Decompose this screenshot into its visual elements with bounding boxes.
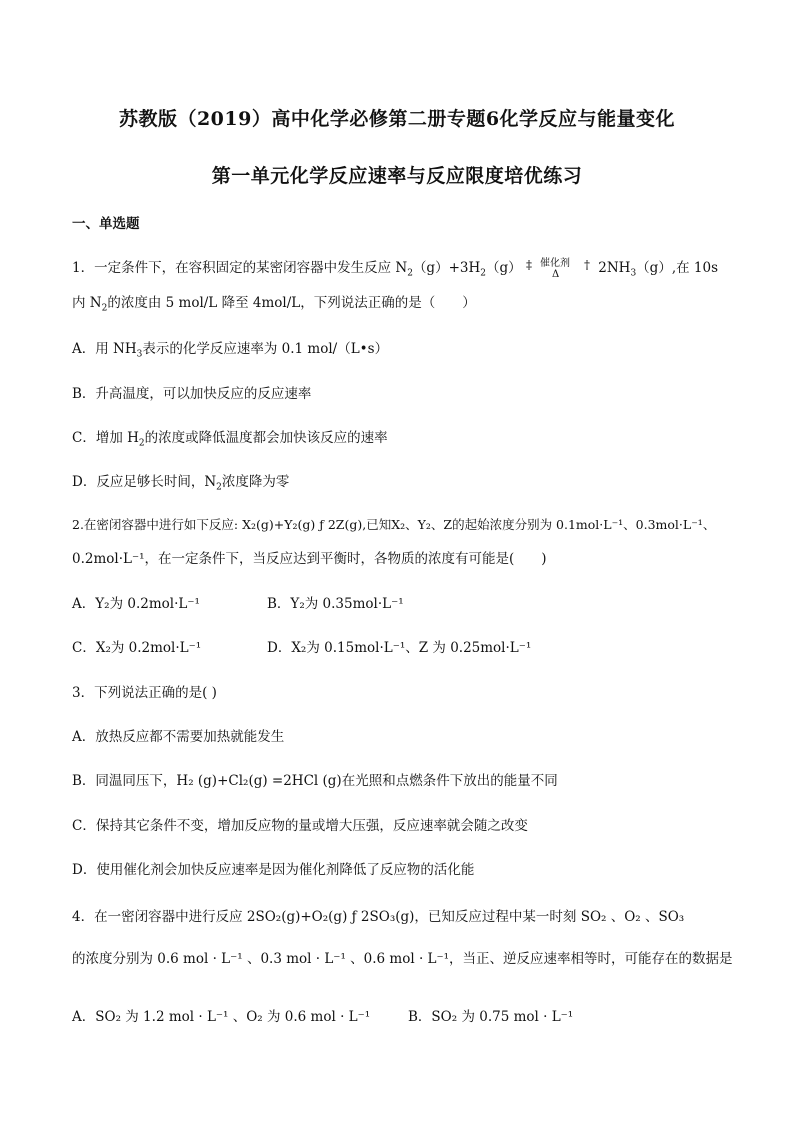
q3-option-b: B．同温同压下，H₂ (g)+Cl₂(g) =2HCl (g)在光照和点燃条件下放出的能量不同: [72, 773, 558, 789]
q3-stem: 3．下列说法正确的是( ): [72, 685, 217, 701]
q4-option-a: A．SO₂ 为 1.2 mol · L⁻¹ 、O₂ 为 0.6 mol · L⁻¹: [72, 1009, 371, 1025]
q3-option-a: A．放热反应都不需要加热就能发生: [72, 729, 285, 745]
q1-option-b: B．升高温度，可以加快反应的反应速率: [72, 386, 312, 402]
q1-stem: 1．一定条件下，在容积固定的某密闭容器中发生反应 $N_2(g)+3H_2(g)$ ‡ 催化剂 Δ † $2NH_3(g)$,在 10s: [72, 257, 719, 280]
q4-option-b: B．SO₂ 为 0.75 mol · L⁻¹: [408, 1009, 574, 1025]
section-heading: 一、单选题: [72, 216, 140, 232]
q2-option-d: D．X₂为 0.15mol·L⁻¹、Z 为 0.25mol·L⁻¹: [267, 640, 532, 656]
q4-stem: 4．在一密闭容器中进行反应 2SO₂(g)+O₂(g) ƒ 2SO₃(g)，已知反应过程中某一时刻 SO₂ 、O₂ 、SO₃: [72, 909, 685, 925]
q2-option-b: B．Y₂为 0.35mol·L⁻¹: [267, 596, 404, 612]
q3-option-c: C．保持其它条件不变，增加反应物的量或增大压强，反应速率就会随之改变: [72, 818, 528, 834]
q3-option-d: D．使用催化剂会加快反应速率是因为催化剂降低了反应物的活化能: [72, 862, 475, 878]
document-subtitle: 第一单元化学反应速率与反应限度培优练习: [211, 165, 583, 187]
q2-stem: 2.在密闭容器中进行如下反应: X₂(g)+Y₂(g) ƒ 2Z(g),已知X₂、Y₂、Z的起始浓度分别为 0.1mol·L⁻¹、0.3mol·L⁻¹、: [72, 517, 716, 532]
q2-option-c: C．X₂为 0.2mol·L⁻¹: [72, 640, 202, 656]
reversible-arrow-icon: ‡ 催化剂 Δ †: [525, 257, 590, 280]
document-title: 苏教版（2019）高中化学必修第二册专题6化学反应与能量变化: [118, 108, 676, 130]
q1-option-a: A．用 $NH_3$表示的化学反应速率为 0.1 mol/（L•s）: [72, 341, 389, 360]
q1-option-c: C．增加 $H_2$的浓度或降低温度都会加快该反应的速率: [72, 430, 388, 449]
q1-stem-line2: 内 $N_2$的浓度由 5 mol/L 降至 4mol/L，下列说法正确的是（ ）: [72, 295, 476, 314]
q2-stem-line2: 0.2mol·L⁻¹，在一定条件下，当反应达到平衡时，各物质的浓度有可能是( ): [72, 551, 547, 567]
q4-stem-line2: 的浓度分别为 0.6 mol · L⁻¹ 、0.3 mol · L⁻¹ 、0.6 mol · L⁻¹，当正、逆反应速率相等时，可能存在的数据是: [72, 951, 733, 967]
q1-option-d: D．反应足够长时间，$N_2$浓度降为零: [72, 474, 290, 493]
q2-option-a: A．Y₂为 0.2mol·L⁻¹: [72, 596, 200, 612]
